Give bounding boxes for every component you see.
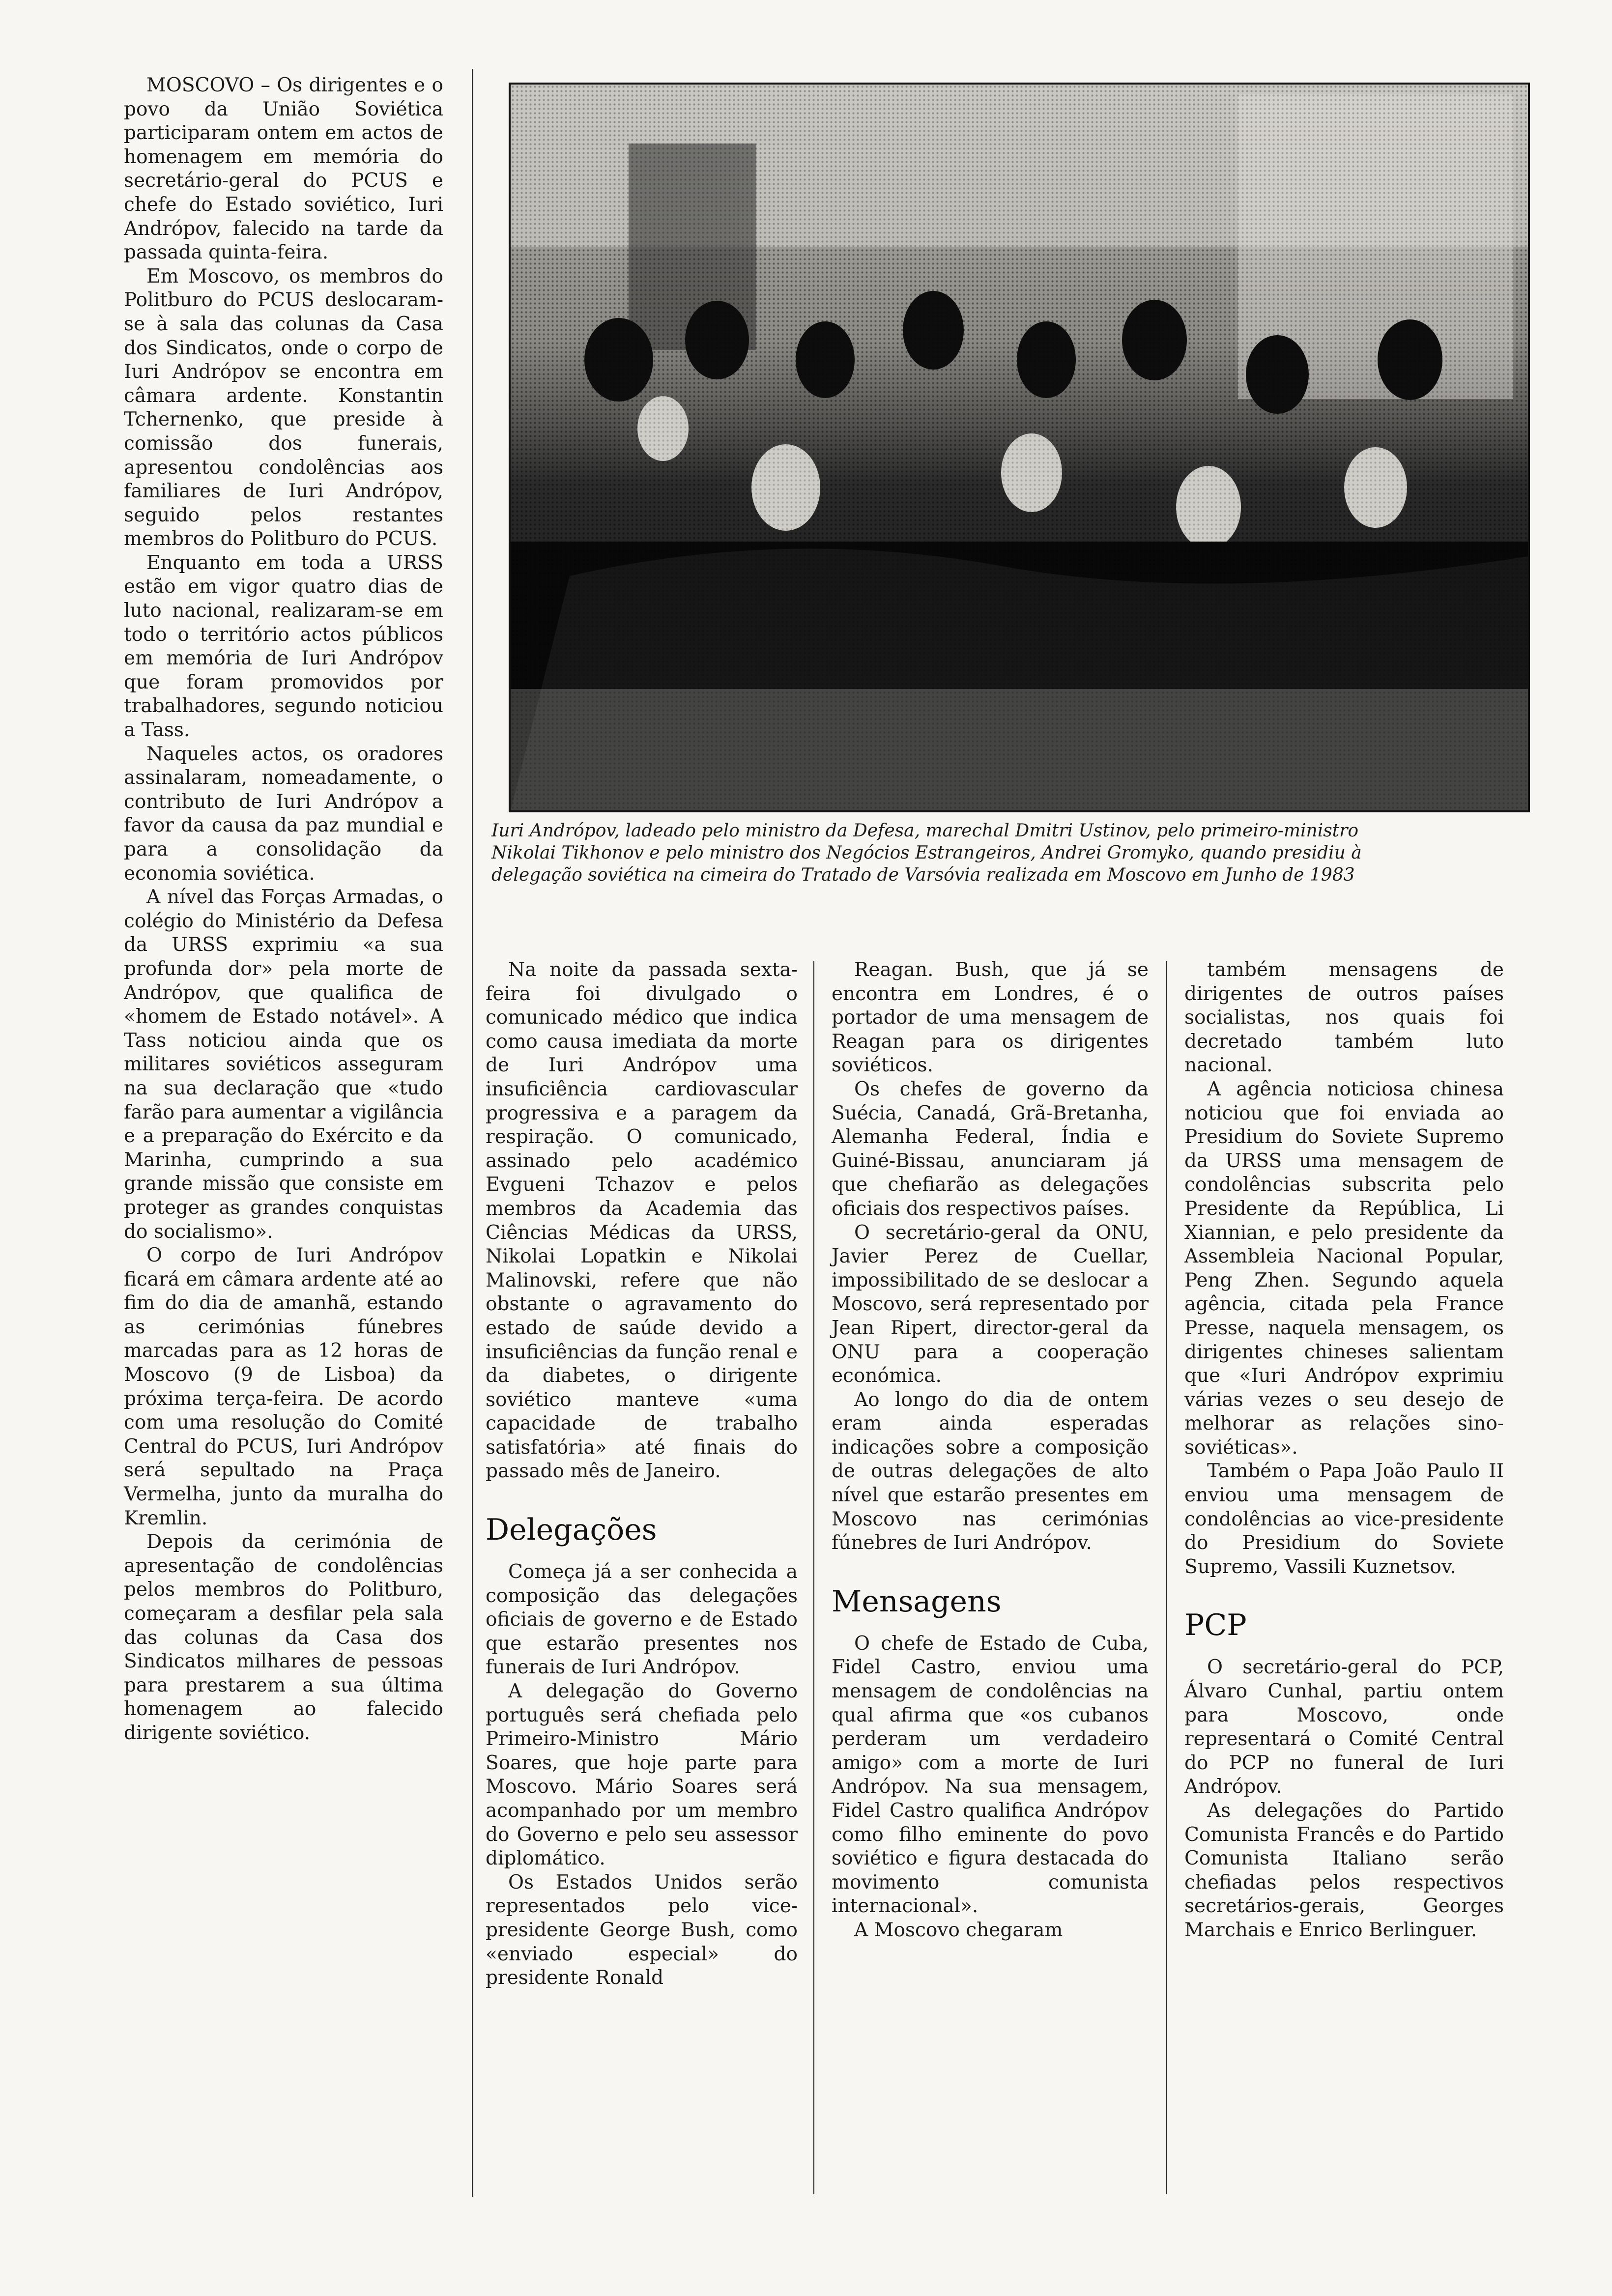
paragraph: A Moscovo chegaram bbox=[854, 1919, 1063, 1941]
paragraph: MOSCOVO – Os dirigentes e o povo da União Soviética participaram ontem em actos de homenagem em memória do secretário-geral do PCUS e chefe do Estado soviético, Iuri Andrópov, falecido na tarde da passada quinta-feira. bbox=[124, 74, 443, 264]
photo-caption-line: Nikolai Tikhonov e pelo ministro dos Negócios Estrangeiros, Andrei Gromyko, quando presidiu à bbox=[491, 843, 1362, 863]
article-column-4 bbox=[1184, 958, 1504, 1943]
news-photo-image bbox=[511, 85, 1528, 810]
paragraph: Começa já a ser conhecida a composição das delegações oficiais de governo e de Estado que estarão presentes nos funerais de Iuri Andrópov. bbox=[486, 1561, 798, 1679]
news-photo bbox=[509, 83, 1530, 812]
paragraph: A nível das Forças Armadas, o colégio do Ministério da Defesa da URSS exprimiu «a sua profunda dor» pela morte de Andrópov, que qualifica de «homem de Estado notável». A Tass noticiou ainda que os militares soviéticos asseguram na sua declaração que «tudo farão para aumentar a vigilância e a preparação do Exército e da Marinha, cumprindo a sua grande missão que consiste em proteger as grandes conquistas do socialismo». bbox=[124, 886, 443, 1243]
section-heading: Mensagens bbox=[832, 1584, 1002, 1619]
section-heading: PCP bbox=[1184, 1608, 1247, 1643]
photo-caption-line: Iuri Andrópov, ladeado pelo ministro da Defesa, marechal Dmitri Ustinov, pelo primeiro-ministro bbox=[491, 821, 1359, 841]
paragraph: Ao longo do dia de ontem eram ainda esperadas indicações sobre a composição de outras delegações de alto nível que estarão presentes em Moscovo nas cerimónias fúnebres de Iuri Andrópov. bbox=[832, 1388, 1149, 1554]
paragraph: A delegação do Governo português será chefiada pelo Primeiro-Ministro Mário Soares, que hoje parte para Moscovo. Mário Soares será acompanhado por um membro do Governo e pelo seu assessor diplomático. bbox=[486, 1680, 798, 1870]
paragraph: As delegações do Partido Comunista Francês e do Partido Comunista Italiano serão chefiadas pelos respectivos secretários-gerais, Georges Marchais e Enrico Berlinguer. bbox=[1184, 1800, 1504, 1941]
paragraph: O secretário-geral da ONU, Javier Perez de Cuellar, impossibilitado de se deslocar a Moscovo, será representado por Jean Ripert, director-geral da ONU para a cooperação económica. bbox=[832, 1221, 1149, 1387]
paragraph: Enquanto em toda a URSS estão em vigor quatro dias de luto nacional, realizaram-se em todo o território actos públicos em memória de Iuri Andrópov que foram promovidos por trabalhadores, segundo noticiou a Tass. bbox=[124, 551, 443, 742]
paragraph: O chefe de Estado de Cuba, Fidel Castro, enviou uma mensagem de condolências na qual afirma que «os cubanos perderam um verdadeiro amigo» com a morte de Iuri Andrópov. Na sua mensagem, Fidel Castro qualifica Andrópov como filho eminente do povo soviético e figura destacada do movimento comunista internacional». bbox=[832, 1632, 1149, 1918]
paragraph: também mensagens de dirigentes de outros países socialistas, nos quais foi decretado também luto nacional. bbox=[1184, 959, 1504, 1077]
paragraph: Na noite da passada sexta-feira foi divulgado o comunicado médico que indica como causa imediata da morte de Iuri Andrópov uma insuficiência cardiovascular progressiva e a paragem da respiração. O comunicado, assinado pelo académico Evgueni Tchazov e pelos membros da Academia das Ciências Médicas da URSS, Nikolai Lopatkin e Nikolai Malinovski, refere que não obstante o agravamento do estado de saúde devido a insuficiências da função renal e da diabetes, o dirigente soviético manteve «uma capacidade de trabalho satisfatória» até finais do passado mês de Janeiro. bbox=[486, 959, 798, 1483]
paragraph: Reagan. Bush, que já se encontra em Londres, é o portador de uma mensagem de Reagan para os dirigentes soviéticos. bbox=[832, 959, 1149, 1077]
paragraph: Depois da cerimónia de apresentação de condolências pelos membros do Politburo, começaram a desfilar pela sala das colunas da Casa dos Sindicatos milhares de pessoas para prestarem a sua última homenagem ao falecido dirigente soviético. bbox=[124, 1531, 443, 1744]
article-column-1 bbox=[124, 74, 443, 1746]
paragraph: O corpo de Iuri Andrópov ficará em câmara ardente até ao fim do dia de amanhã, estando as cerimónias fúnebres marcadas para as 12 horas de Moscovo (9 de Lisboa) da próxima terça-feira. De acordo com uma resolução do Comité Central do PCUS, Iuri Andrópov será sepultado na Praça Vermelha, junto da muralha do Kremlin. bbox=[124, 1244, 443, 1529]
column-rule-left bbox=[472, 69, 473, 2197]
paragraph: Naqueles actos, os oradores assinalaram, nomeadamente, o contributo de Iuri Andrópov a favor da causa da paz mundial e para a consolidação da economia soviética. bbox=[124, 743, 443, 885]
photo-caption bbox=[491, 820, 1524, 886]
column-rule-2 bbox=[813, 961, 814, 2194]
paragraph: O secretário-geral do PCP, Álvaro Cunhal, partiu ontem para Moscovo, onde representará o Comité Central do PCP no funeral de Iuri Andrópov. bbox=[1184, 1656, 1504, 1798]
paragraph: A agência noticiosa chinesa noticiou que foi enviada ao Presidium do Soviete Supremo da URSS uma mensagem de condolências subscrita pelo Presidente da República, Li Xiannian, e pelo presidente da Assembleia Nacional Popular, Peng Zhen. Segundo aquela agência, citada pela France Presse, naquela mensagem, os dirigentes chineses salientam que «Iuri Andrópov exprimiu várias vezes o seu desejo de melhorar as relações sino-soviéticas». bbox=[1184, 1078, 1504, 1459]
paragraph: Também o Papa João Paulo II enviou uma mensagem de condolências ao vice-presidente do Presidium do Soviete Supremo, Vassili Kuznetsov. bbox=[1184, 1460, 1504, 1578]
paragraph: Os Estados Unidos serão representados pelo vice-presidente George Bush, como «enviado especial» do presidente Ronald bbox=[486, 1871, 798, 1989]
article-column-3 bbox=[832, 958, 1149, 1943]
article-column-2 bbox=[486, 958, 798, 1990]
paragraph: Em Moscovo, os membros do Politburo do PCUS deslocaram-se à sala das colunas da Casa dos Sindicatos, onde o corpo de Iuri Andrópov se encontra em câmara ardente. Konstantin Tchernenko, que preside à comissão dos funerais, apresentou condolências aos familiares de Iuri Andrópov, seguido pelos restantes membros do Politburo do PCUS. bbox=[124, 265, 443, 550]
photo-caption-line: delegação soviética na cimeira do Tratado de Varsóvia realizada em Moscovo em Junho de 1983 bbox=[491, 865, 1355, 885]
column-rule-3 bbox=[1166, 961, 1167, 2194]
section-heading: Delegações bbox=[486, 1513, 657, 1548]
paragraph: Os chefes de governo da Suécia, Canadá, Grã-Bretanha, Alemanha Federal, Índia e Guiné-Bissau, anunciaram já que chefiarão as delegações oficiais dos respectivos países. bbox=[832, 1078, 1149, 1220]
